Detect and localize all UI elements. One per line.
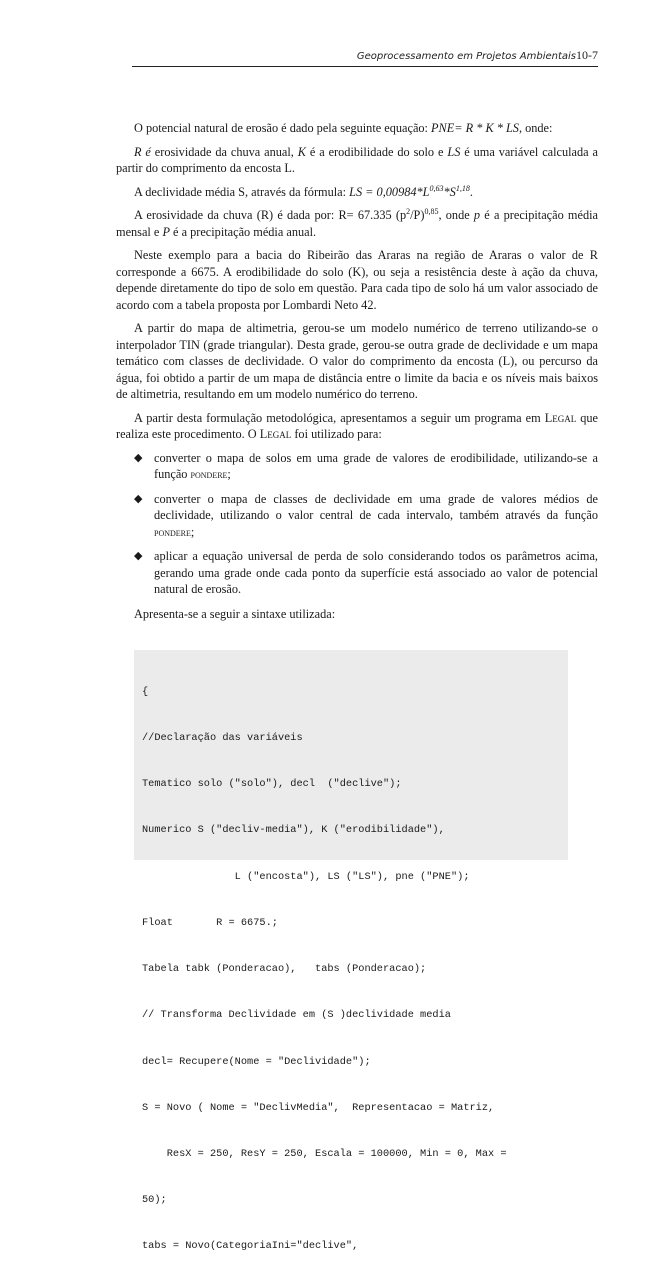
bullet-icon: ◆ (134, 550, 143, 562)
paragraph-legal: A partir desta formulação metodológica, apresentamos a seguir um programa em Legal que realiza este procedimento. O Legal foi utilizado para: (116, 410, 598, 441)
paragraph-erosividade: A erosividade da chuva (R) é dada por: R= 67.335 $(p^2/P)^{0,85}$, onde p é a precipitação média mensal e P é a precipitação média anual. (116, 207, 598, 239)
code-line: L ("encosta"), LS ("LS"), pne ("PNE"); (142, 870, 470, 883)
code-line: tabs = Novo(CategoriaIni="declive", (142, 1240, 359, 1253)
paragraph-variables: R é erosividade da chuva anual, K é a erodibilidade do solo e LS é uma variável calculada a partir do comprimento da encosta L. (116, 144, 598, 175)
code-line: ResX = 250, ResY = 250, Escala = 100000, Min = 0, Max = (142, 1148, 507, 1160)
paragraph-pne: O potencial natural de erosão é dado pela seguinte equação: PNE= R * K * LS, onde: (134, 121, 553, 135)
bullet-icon: ◆ (134, 451, 143, 464)
paragraph-syntax-intro: Apresenta-se a seguir a sintaxe utilizada: (134, 606, 336, 621)
code-block (134, 650, 568, 1253)
list-item: ◆ aplicar a equação universal de perda de solo considerando todos os parâmetros acima, gerando uma grade onde cada ponto da superfície está associado ao valor de potencial natural de erosão. (134, 549, 598, 596)
code-line: decl= Recupere(Nome = "Declividade"); (142, 1055, 371, 1068)
list-item: ◆ converter o mapa de classes de declividade em uma grade de valores médios de declividade, utilizando o valor central de cada intervalo, também através da função pondere; (134, 491, 598, 539)
code-line: Tematico solo ("solo"), decl ("declive"); (142, 778, 402, 791)
header-text (357, 48, 598, 63)
document-body (116, 120, 598, 629)
paragraph-altimetria: A partir do mapa de altimetria, gerou-se um modelo numérico de terreno utilizando-se o interpolador TIN (grade triangular). Desta grade, gerou-se outra grade de declividade e um mapa temático com classes de declividade. O valor do comprimento da encosta (L), ou percurso da água, foi obtido a partir de um mapa de distância entre o limite da bacia e os níveis mais baixos de altimetria, resultando em um modelo numérico do terreno. (116, 321, 598, 401)
code-line: // Transforma Declividade em (S )declividade media (142, 1009, 451, 1022)
code-line: Numerico S ("decliv-media"), K ("erodibilidade"), (142, 824, 445, 837)
code-line: Tabela tabk (Ponderacao), tabs (Ponderacao); (142, 963, 427, 976)
bullet-icon: ◆ (134, 492, 143, 505)
code-line: //Declaração das variáveis (142, 732, 303, 745)
paragraph-example: Neste exemplo para a bacia do Ribeirão das Araras na região de Araras o valor de R corresponde a 6675. A erodibilidade do solo (K), ou seja a resistência deste à ação da chuva, depende diretamente do tipo de solo em questão. Para cada tipo de solo há um valor associado de acordo com a tabela proposta por Lombardi Neto 42. (116, 248, 598, 312)
paragraph-declividade: A declividade média S, através da fórmula: LS = $0,00984*L^{0,63}*S^{1,18}$. (134, 183, 473, 199)
ls-equation: LS = $0,00984*L^{0,63}*S^{1,18}$ (349, 183, 470, 199)
code-line: 50); (142, 1194, 167, 1207)
bullet-list (116, 450, 598, 599)
code-line: Float R = 6675.; (142, 916, 278, 929)
page-number: 10-7 (576, 48, 598, 62)
pne-equation: PNE= R * K * LS (431, 121, 519, 135)
header-title: Geoprocessamento em Projetos Ambientais (356, 51, 576, 62)
code-line: S = Novo ( Nome = "DeclivMedia", Representacao = Matriz, (142, 1101, 495, 1114)
list-item: ◆ converter o mapa de solos em uma grade de valores de erodibilidade, utilizando-se a função pondere; (134, 450, 598, 481)
page-header (132, 40, 598, 67)
code-line: { (142, 685, 149, 698)
